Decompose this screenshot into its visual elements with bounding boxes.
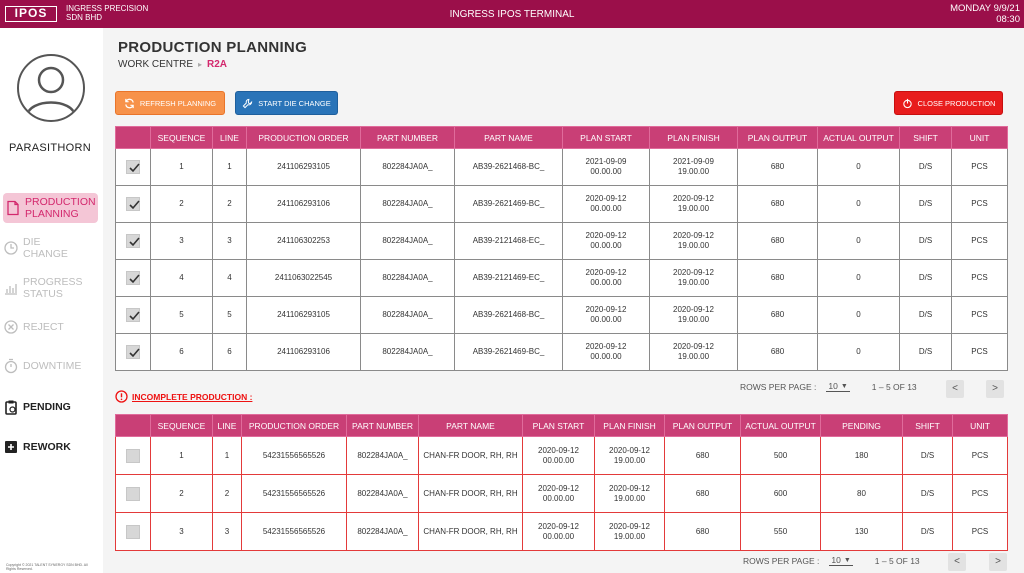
cell-actual-output: 0 [818, 186, 900, 223]
prev-page-button[interactable]: < [946, 380, 964, 398]
cell-part-name: AB39-2621469-BC_ [455, 334, 563, 371]
row-checkbox[interactable] [126, 487, 140, 501]
cell-plan-start: 2020-09-12 00.00.00 [523, 475, 595, 513]
column-header-plan-finish[interactable]: PLAN FINISH [595, 415, 665, 437]
table-row[interactable] [116, 513, 1008, 551]
cell-plan-output: 680 [665, 475, 741, 513]
timer-icon [3, 358, 19, 374]
sidebar-item-rework[interactable]: REWORK [3, 439, 98, 455]
cell-actual-output: 550 [741, 513, 821, 551]
cell-unit: PCS [953, 475, 1008, 513]
page-range: 1 – 5 OF 13 [874, 555, 920, 566]
sidebar-item-progress-status[interactable]: PROGRESS STATUS [3, 276, 98, 300]
cell-plan-output: 680 [665, 437, 741, 475]
copyright: Copyright © 2021 TALENT SYNERGY SDN BHD. All Rights Reserved. [6, 563, 88, 571]
column-header-plan-output[interactable]: PLAN OUTPUT [665, 415, 741, 437]
cell-plan-finish: 2020-09-12 19.00.00 [595, 437, 665, 475]
main-content [103, 28, 1024, 573]
cell-plan-output: 680 [738, 149, 818, 186]
pagination-incomplete [743, 555, 920, 566]
chevron-right-icon: ▸ [198, 60, 203, 69]
row-checkbox[interactable] [126, 525, 140, 539]
cell-part-number: 802284JA0A_ [347, 513, 419, 551]
cell-part-number: 802284JA0A_ [361, 260, 455, 297]
cell-sequence: 1 [151, 437, 213, 475]
cell-part-number: 802284JA0A_ [361, 186, 455, 223]
cell-shift: D/S [903, 513, 953, 551]
cell-plan-output: 680 [738, 260, 818, 297]
wrench-icon [242, 98, 253, 109]
table-row[interactable] [116, 297, 1008, 334]
row-select-cell [116, 437, 151, 475]
breadcrumb-root[interactable]: WORK CENTRE [118, 59, 193, 70]
date-label: MONDAY 9/9/21 [950, 3, 1020, 14]
table-row[interactable] [116, 149, 1008, 186]
cell-part-name: AB39-2121468-EC_ [455, 223, 563, 260]
cell-part-name: AB39-2621469-BC_ [455, 186, 563, 223]
column-header-shift[interactable]: SHIFT [900, 127, 952, 149]
cell-production-order: 54231556565526 [242, 437, 347, 475]
cell-production-order: 54231556565526 [242, 475, 347, 513]
cell-shift: D/S [900, 186, 952, 223]
cell-plan-output: 680 [665, 513, 741, 551]
column-header-line[interactable]: LINE [213, 127, 247, 149]
cell-line: 1 [213, 437, 242, 475]
cell-plan-start: 2021-09-09 00.00.00 [563, 149, 650, 186]
row-select-cell [116, 513, 151, 551]
sidebar-item-production-planning[interactable]: PRODUCTION PLANNING [3, 193, 98, 223]
row-select-cell [116, 186, 151, 223]
cell-actual-output: 500 [741, 437, 821, 475]
caret-down-icon: ▼ [843, 556, 851, 564]
breadcrumb-current: R2A [207, 59, 228, 70]
checkmark-icon [128, 199, 140, 211]
rows-per-page-label: ROWS PER PAGE : [740, 381, 817, 392]
cell-plan-start: 2020-09-12 00.00.00 [563, 334, 650, 371]
column-header-select [116, 127, 151, 149]
table-row[interactable] [116, 260, 1008, 297]
refresh-icon [124, 98, 135, 109]
cell-part-number: 802284JA0A_ [361, 223, 455, 260]
column-header-plan-finish[interactable]: PLAN FINISH [650, 127, 738, 149]
cell-part-name: CHAN-FR DOOR, RH, RH [419, 513, 523, 551]
column-header-production-order[interactable]: PRODUCTION ORDER [247, 127, 361, 149]
cell-sequence: 3 [151, 513, 213, 551]
rows-per-page-label: ROWS PER PAGE : [743, 555, 820, 566]
close-production-button[interactable]: CLOSE PRODUCTION [894, 91, 1003, 115]
cell-actual-output: 0 [818, 223, 900, 260]
table-header-row [116, 127, 1008, 149]
cell-shift: D/S [900, 223, 952, 260]
rows-per-page-select[interactable]: 10 ▼ [828, 381, 848, 391]
prev-page-button[interactable]: < [948, 553, 966, 571]
cell-plan-finish: 2020-09-12 19.00.00 [650, 334, 738, 371]
cell-unit: PCS [952, 223, 1008, 260]
cell-plan-finish: 2020-09-12 19.00.00 [595, 475, 665, 513]
alert-icon [115, 390, 128, 403]
column-header-shift[interactable]: SHIFT [903, 415, 953, 437]
cell-plan-output: 680 [738, 334, 818, 371]
table-row[interactable] [116, 437, 1008, 475]
cell-part-name: AB39-2621468-BC_ [455, 149, 563, 186]
terminal-title: INGRESS IPOS TERMINAL [449, 9, 575, 20]
cell-shift: D/S [900, 334, 952, 371]
rows-per-page-select[interactable]: 10 ▼ [831, 555, 851, 565]
cell-plan-start: 2020-09-12 00.00.00 [563, 260, 650, 297]
row-checkbox[interactable] [126, 271, 140, 285]
table-header-row [116, 415, 1008, 437]
sidebar-item-reject[interactable]: REJECT [3, 319, 98, 335]
cell-plan-start: 2020-09-12 00.00.00 [563, 223, 650, 260]
checkmark-icon [128, 236, 140, 248]
sidebar-item-pending[interactable]: PENDING [3, 399, 98, 415]
cell-actual-output: 0 [818, 260, 900, 297]
cell-shift: D/S [900, 260, 952, 297]
cell-line: 6 [213, 334, 247, 371]
incomplete-production-table [115, 414, 1008, 551]
company-name: INGRESS PRECISION SDN BHD [66, 4, 149, 22]
cell-part-number: 802284JA0A_ [361, 149, 455, 186]
cell-sequence: 6 [151, 334, 213, 371]
cell-production-order: 241106293105 [247, 297, 361, 334]
sidebar-item-downtime[interactable]: DOWNTIME [3, 358, 98, 374]
column-header-unit[interactable]: UNIT [953, 415, 1008, 437]
cell-production-order: 241106293106 [247, 186, 361, 223]
row-select-cell [116, 297, 151, 334]
time-label: 08:30 [996, 14, 1020, 25]
checkmark-icon [128, 310, 140, 322]
incomplete-production-heading: INCOMPLETE PRODUCTION : [115, 390, 252, 403]
cell-sequence: 3 [151, 223, 213, 260]
cell-part-name: AB39-2621468-BC_ [455, 297, 563, 334]
table-row[interactable] [116, 334, 1008, 371]
page-range: 1 – 5 OF 13 [871, 381, 917, 392]
cell-line: 1 [213, 149, 247, 186]
cell-part-name: AB39-2121469-EC_ [455, 260, 563, 297]
table-row[interactable] [116, 223, 1008, 260]
clipboard-icon [3, 399, 19, 415]
bar-chart-icon [3, 280, 19, 296]
cell-sequence: 2 [151, 186, 213, 223]
column-header-plan-start[interactable]: PLAN START [563, 127, 650, 149]
ipos-logo: IPOS [5, 6, 57, 22]
column-header-unit[interactable]: UNIT [952, 127, 1008, 149]
cell-part-number: 802284JA0A_ [347, 475, 419, 513]
cell-production-order: 241106302253 [247, 223, 361, 260]
cell-actual-output: 0 [818, 149, 900, 186]
pagination-planning [740, 381, 917, 392]
row-checkbox[interactable] [126, 345, 140, 359]
breadcrumb [118, 59, 227, 70]
row-checkbox[interactable] [126, 449, 140, 463]
cell-production-order: 54231556565526 [242, 513, 347, 551]
table-row[interactable] [116, 186, 1008, 223]
sidebar-item-die-change[interactable]: DIE CHANGE [3, 236, 98, 260]
cell-production-order: 2411063022545 [247, 260, 361, 297]
cell-production-order: 241106293106 [247, 334, 361, 371]
rework-icon [3, 439, 19, 455]
cell-line: 3 [213, 223, 247, 260]
cell-plan-finish: 2020-09-12 19.00.00 [650, 186, 738, 223]
cell-part-name: CHAN-FR DOOR, RH, RH [419, 475, 523, 513]
cell-sequence: 1 [151, 149, 213, 186]
checkmark-icon [128, 347, 140, 359]
cell-line: 2 [213, 186, 247, 223]
power-icon [902, 98, 913, 109]
cell-part-number: 802284JA0A_ [347, 437, 419, 475]
column-header-part-name[interactable]: PART NAME [455, 127, 563, 149]
top-bar [0, 0, 1024, 28]
caret-down-icon: ▼ [840, 382, 848, 390]
cell-unit: PCS [952, 260, 1008, 297]
cell-pending: 80 [821, 475, 903, 513]
column-header-part-number[interactable]: PART NUMBER [347, 415, 419, 437]
next-page-button[interactable]: > [986, 380, 1004, 398]
page-title: PRODUCTION PLANNING [118, 39, 308, 56]
cell-unit: PCS [952, 186, 1008, 223]
row-checkbox[interactable] [126, 197, 140, 211]
cell-part-number: 802284JA0A_ [361, 297, 455, 334]
user-icon [19, 56, 83, 120]
cell-pending: 130 [821, 513, 903, 551]
cell-plan-start: 2020-09-12 00.00.00 [523, 437, 595, 475]
cell-unit: PCS [952, 149, 1008, 186]
cell-sequence: 5 [151, 297, 213, 334]
cell-part-number: 802284JA0A_ [361, 334, 455, 371]
cell-line: 4 [213, 260, 247, 297]
cell-plan-finish: 2020-09-12 19.00.00 [595, 513, 665, 551]
clock-icon [3, 240, 19, 256]
checkmark-icon [128, 273, 140, 285]
cell-plan-finish: 2020-09-12 19.00.00 [650, 297, 738, 334]
column-header-line[interactable]: LINE [213, 415, 242, 437]
column-header-sequence[interactable]: SEQUENCE [151, 127, 213, 149]
cell-line: 5 [213, 297, 247, 334]
column-header-pending[interactable]: PENDING [821, 415, 903, 437]
cell-actual-output: 0 [818, 297, 900, 334]
cell-plan-finish: 2021-09-09 19.00.00 [650, 149, 738, 186]
column-header-plan-start[interactable]: PLAN START [523, 415, 595, 437]
cell-plan-start: 2020-09-12 00.00.00 [563, 297, 650, 334]
row-select-cell [116, 475, 151, 513]
column-header-actual-output[interactable]: ACTUAL OUTPUT [818, 127, 900, 149]
cell-shift: D/S [903, 475, 953, 513]
username: PARASITHORN [9, 142, 91, 154]
column-header-production-order[interactable]: PRODUCTION ORDER [242, 415, 347, 437]
cell-sequence: 4 [151, 260, 213, 297]
row-select-cell [116, 334, 151, 371]
cell-plan-output: 680 [738, 186, 818, 223]
checkmark-icon [128, 162, 140, 174]
column-header-part-number[interactable]: PART NUMBER [361, 127, 455, 149]
cell-unit: PCS [953, 437, 1008, 475]
cell-plan-start: 2020-09-12 00.00.00 [523, 513, 595, 551]
avatar[interactable] [17, 54, 85, 122]
cell-part-name: CHAN-FR DOOR, RH, RH [419, 437, 523, 475]
column-header-sequence[interactable]: SEQUENCE [151, 415, 213, 437]
row-checkbox[interactable] [126, 160, 140, 174]
row-checkbox[interactable] [126, 308, 140, 322]
cell-plan-start: 2020-09-12 00.00.00 [563, 186, 650, 223]
cell-sequence: 2 [151, 475, 213, 513]
cell-plan-finish: 2020-09-12 19.00.00 [650, 223, 738, 260]
x-circle-icon [3, 319, 19, 335]
cell-line: 3 [213, 513, 242, 551]
column-header-actual-output[interactable]: ACTUAL OUTPUT [741, 415, 821, 437]
column-header-plan-output[interactable]: PLAN OUTPUT [738, 127, 818, 149]
column-header-select [116, 415, 151, 437]
row-select-cell [116, 149, 151, 186]
cell-plan-output: 680 [738, 223, 818, 260]
cell-plan-finish: 2020-09-12 19.00.00 [650, 260, 738, 297]
cell-shift: D/S [903, 437, 953, 475]
row-select-cell [116, 260, 151, 297]
cell-unit: PCS [952, 334, 1008, 371]
next-page-button[interactable]: > [989, 553, 1007, 571]
table-row[interactable] [116, 475, 1008, 513]
cell-shift: D/S [900, 149, 952, 186]
planning-table [115, 126, 1008, 371]
cell-shift: D/S [900, 297, 952, 334]
cell-production-order: 241106293105 [247, 149, 361, 186]
cell-actual-output: 600 [741, 475, 821, 513]
cell-pending: 180 [821, 437, 903, 475]
row-checkbox[interactable] [126, 234, 140, 248]
cell-unit: PCS [953, 513, 1008, 551]
sidebar [0, 28, 103, 573]
column-header-part-name[interactable]: PART NAME [419, 415, 523, 437]
cell-unit: PCS [952, 297, 1008, 334]
row-select-cell [116, 223, 151, 260]
refresh-planning-button[interactable]: REFRESH PLANNING [115, 91, 225, 115]
cell-line: 2 [213, 475, 242, 513]
cell-plan-output: 680 [738, 297, 818, 334]
start-die-change-button[interactable]: START DIE CHANGE [235, 91, 338, 115]
cell-actual-output: 0 [818, 334, 900, 371]
document-icon [5, 200, 21, 216]
date-time [950, 3, 1020, 25]
